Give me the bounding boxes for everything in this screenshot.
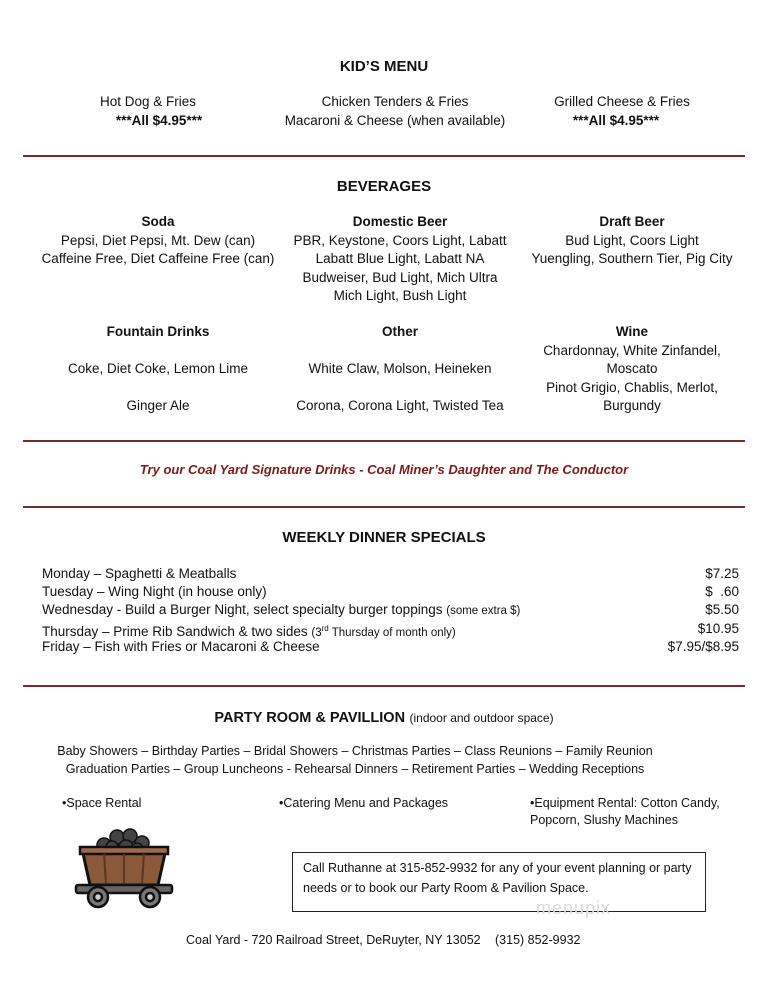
bullet-space-rental: •Space Rental — [62, 796, 142, 810]
party-heading — [0, 709, 768, 727]
beverage-line: Burgundy — [603, 398, 661, 413]
kids-item-price: ***All $4.95*** — [572, 112, 660, 128]
coal-cart-icon — [74, 823, 174, 913]
special-price: $7.25 — [705, 566, 739, 581]
party-events-line: Baby Showers – Birthday Parties – Bridal Showers – Christmas Parties – Class Reunions – Family Reunion — [57, 744, 653, 758]
section-divider — [23, 685, 745, 687]
beverage-line: Corona, Corona Light, Twisted Tea — [296, 398, 504, 413]
beverage-heading: Wine — [615, 324, 649, 339]
bullet-equipment-rental: •Equipment Rental: Cotton Candy, Popcorn, Slushy Machines — [530, 796, 720, 827]
section-divider — [23, 506, 745, 508]
beverage-draft-beer — [510, 213, 754, 269]
beverage-domestic-beer — [270, 213, 530, 306]
footer-address: Coal Yard - 720 Railroad Street, DeRuyter, NY 13052 — [186, 933, 481, 947]
special-friday — [42, 638, 739, 656]
bullet-catering: •Catering Menu and Packages — [279, 796, 449, 810]
beverage-line: Chardonnay, White Zinfandel, — [543, 342, 721, 358]
contact-callout-box — [292, 852, 706, 912]
special-tuesday — [42, 583, 739, 601]
beverage-heading: Draft Beer — [599, 214, 665, 229]
special-note: (3rd Thursday of month only) — [311, 624, 456, 639]
party-title: PARTY ROOM & PAVILLION — [214, 710, 406, 726]
beverage-heading: Fountain Drinks — [106, 324, 210, 339]
party-events-line: Graduation Parties – Group Luncheons - Rehearsal Dinners – Retirement Parties – Wedding Receptions — [65, 762, 645, 776]
beverage-line: Caffeine Free, Diet Caffeine Free (can) — [41, 251, 275, 266]
kids-item-hotdog — [70, 93, 226, 130]
beverage-line: Labatt Blue Light, Labatt NA — [315, 251, 485, 266]
party-subtitle: (indoor and outdoor space) — [409, 711, 554, 725]
beverage-line: Moscato — [606, 361, 658, 376]
beverage-soda — [18, 213, 298, 269]
beverage-line: Mich Light, Bush Light — [333, 288, 467, 303]
callout-line: needs or to book our Party Room & Pavilion Space. — [303, 881, 589, 895]
callout-line: Call Ruthanne at 315-852-9932 for any of your event planning or party — [303, 861, 692, 875]
beverage-line: Yuengling, Southern Tier, Pig City — [531, 251, 733, 266]
kids-item-tenders — [270, 93, 520, 130]
beverage-heading: Domestic Beer — [352, 214, 448, 229]
beverage-heading: Other — [381, 324, 418, 339]
kids-item-note: Macaroni & Cheese (when available) — [284, 112, 506, 128]
beverages-title: BEVERAGES — [336, 178, 432, 195]
beverage-other — [270, 323, 530, 416]
beverage-line: Coke, Diet Coke, Lemon Lime — [67, 361, 249, 376]
special-thursday — [42, 620, 739, 638]
beverage-line: White Claw, Molson, Heineken — [308, 361, 492, 376]
beverage-fountain — [48, 323, 268, 416]
special-label: Friday – Fish with Fries or Macaroni & Cheese — [42, 639, 320, 654]
section-divider — [23, 155, 745, 157]
beverage-line: Ginger Ale — [126, 398, 190, 413]
special-label: Thursday – Prime Rib Sandwich & two sides — [42, 623, 308, 639]
special-label: Tuesday – Wing Night (in house only) — [42, 584, 267, 599]
beverage-heading: Soda — [141, 214, 175, 229]
kids-item-name: Chicken Tenders & Fries — [321, 94, 469, 109]
kids-item-price: ***All $4.95*** — [115, 112, 203, 128]
special-label: Wednesday - Build a Burger Night, select specialty burger toppings — [42, 602, 443, 617]
beverage-line: Bud Light, Coors Light — [565, 232, 699, 248]
footer-phone: (315) 852-9932 — [495, 933, 581, 947]
kids-item-grilled-cheese — [540, 93, 704, 130]
special-wednesday — [42, 601, 739, 619]
beverage-line: Budweiser, Bud Light, Mich Ultra — [302, 269, 498, 285]
special-price: $7.95/$8.95 — [667, 639, 739, 654]
kids-item-name: Grilled Cheese & Fries — [554, 94, 690, 109]
special-monday — [42, 565, 739, 583]
beverage-wine — [520, 323, 744, 416]
beverage-line: Pinot Grigio, Chablis, Merlot, — [546, 379, 718, 395]
special-price: $5.50 — [705, 602, 739, 617]
special-price: $10.95 — [697, 621, 739, 636]
watermark-logo: menupix — [536, 898, 612, 918]
special-note: (some extra $) — [446, 605, 521, 617]
beverage-line: PBR, Keystone, Coors Light, Labatt — [293, 232, 507, 248]
special-price: $ .60 — [705, 584, 739, 599]
kids-menu-title: KID’S MENU — [339, 58, 429, 75]
specials-title: WEEKLY DINNER SPECIALS — [282, 529, 486, 546]
beverage-line: Pepsi, Diet Pepsi, Mt. Dew (can) — [60, 232, 256, 248]
signature-drinks-banner: Try our Coal Yard Signature Drinks - Coal Miner’s Daughter and The Conductor — [139, 462, 629, 477]
kids-item-name: Hot Dog & Fries — [99, 94, 197, 109]
special-label: Monday – Spaghetti & Meatballs — [42, 566, 237, 581]
section-divider — [23, 440, 745, 442]
